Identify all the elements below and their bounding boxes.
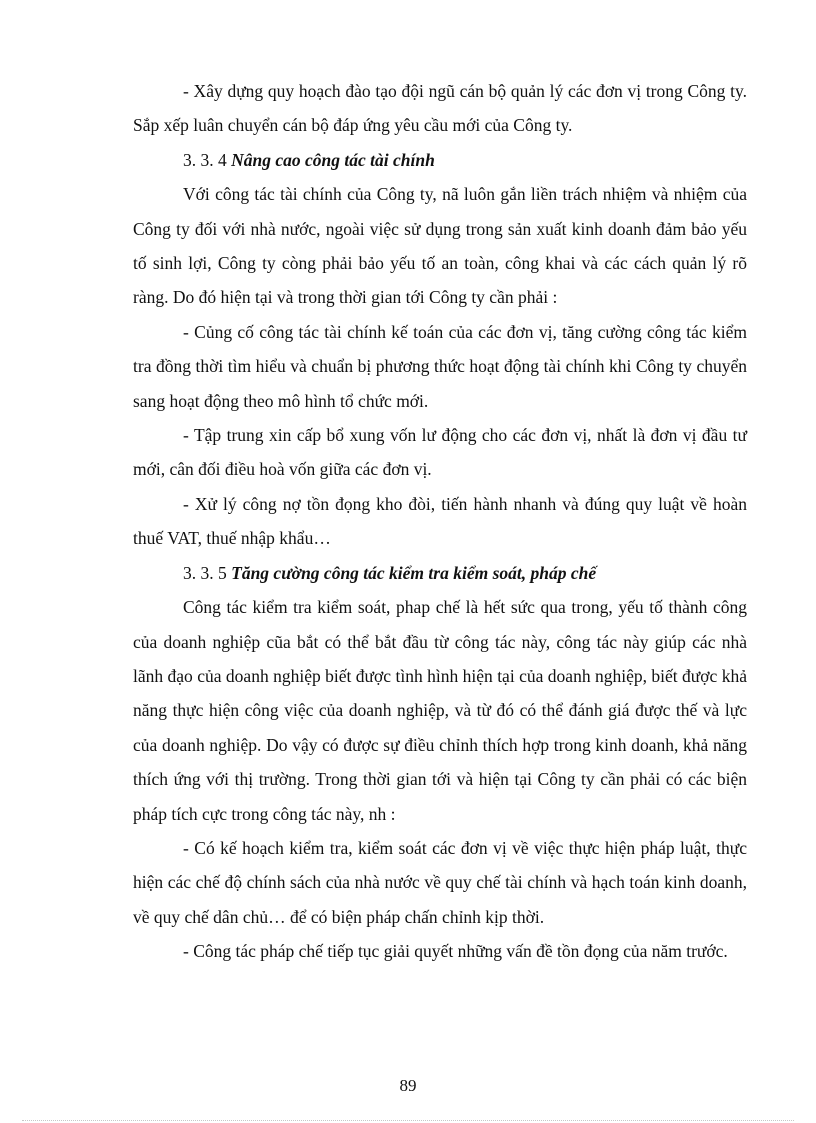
paragraph-legal-affairs: - Công tác pháp chế tiếp tục giải quyết những vấn đề tồn đọng của năm trước. bbox=[183, 941, 728, 962]
section-title: Tăng cường công tác kiểm tra kiểm soát, pháp chế bbox=[231, 562, 597, 583]
paragraph-inspection-intro: Công tác kiểm tra kiểm soát, phap chế là hết sức qua trong, yếu tố thành công của doanh nghiệp cũa bắt có thể bắt đầu từ công tác này, công tác này giúp các nhà lãnh đạo của doanh nghiệp biết được tình hình hiện tại của doanh nghiệp, biết được khả năng thực hiện công việc của doanh nghiệp, và từ đó có thể đánh giá được thế và lực của doanh nghiệp. Do vậy có được sự điều chỉnh thích hợp trong kinh doanh, khả năng thích ứng với thị trường. Trong thời gian tới và hiện tại Công ty cần phải có các biện pháp tích cực trong công tác này, nh : bbox=[133, 597, 747, 824]
section-title: Nâng cao công tác tài chính bbox=[231, 149, 435, 170]
paragraph-training-plan: - Xây dựng quy hoạch đào tạo đội ngũ cán bộ quản lý các đơn vị trong Công ty. Sắp xếp luân chuyển cán bộ đáp ứng yêu cầu mới của Công ty. bbox=[133, 81, 747, 136]
section-heading-3-3-5 bbox=[133, 556, 747, 590]
paragraph-finance-intro: Với công tác tài chính của Công ty, nã luôn gắn liền trách nhiệm và nhiệm của Công ty đối với nhà nước, ngoài việc sử dụng trong sản xuất kinh doanh đảm bảo yếu tố sinh lợi, Công ty còng phải bảo yếu tố an toàn, công khai và các cách quản lý rõ ràng. Do đó hiện tại và trong thời gian tới Công ty cần phải : bbox=[133, 184, 747, 308]
section-number: 3. 3. 4 bbox=[183, 149, 227, 170]
paragraph-finance-debt: - Xử lý công nợ tồn đọng kho đòi, tiến hành nhanh và đúng quy luật về hoàn thuế VAT, thuế nhập khẩu… bbox=[133, 493, 747, 549]
page-number: 89 bbox=[399, 1076, 417, 1095]
paragraph-finance-consolidate: - Củng cố công tác tài chính kế toán của các đơn vị, tăng cường công tác kiểm tra đồng thời tìm hiểu và chuẩn bị phương thức hoạt động tài chính khi Công ty chuyển sang hoạt động theo mô hình tổ chức mới. bbox=[133, 321, 747, 411]
paragraph-finance-capital: - Tập trung xin cấp bổ xung vốn lư động cho các đơn vị, nhất là đơn vị đầu tư mới, cân đối điều hoà vốn giữa các đơn vị. bbox=[133, 425, 747, 480]
page-bottom-divider bbox=[22, 1120, 794, 1121]
page-body bbox=[133, 74, 747, 969]
section-heading-3-3-4 bbox=[133, 143, 747, 177]
paragraph-inspection-plan: - Có kế hoạch kiểm tra, kiểm soát các đơn vị về việc thực hiện pháp luật, thực hiện các chế độ chính sách của nhà nước về quy chế tài chính và hạch toán kinh doanh, về quy chế dân chủ… để có biện pháp chấn chỉnh kịp thời. bbox=[133, 837, 747, 927]
section-number: 3. 3. 5 bbox=[183, 562, 227, 583]
